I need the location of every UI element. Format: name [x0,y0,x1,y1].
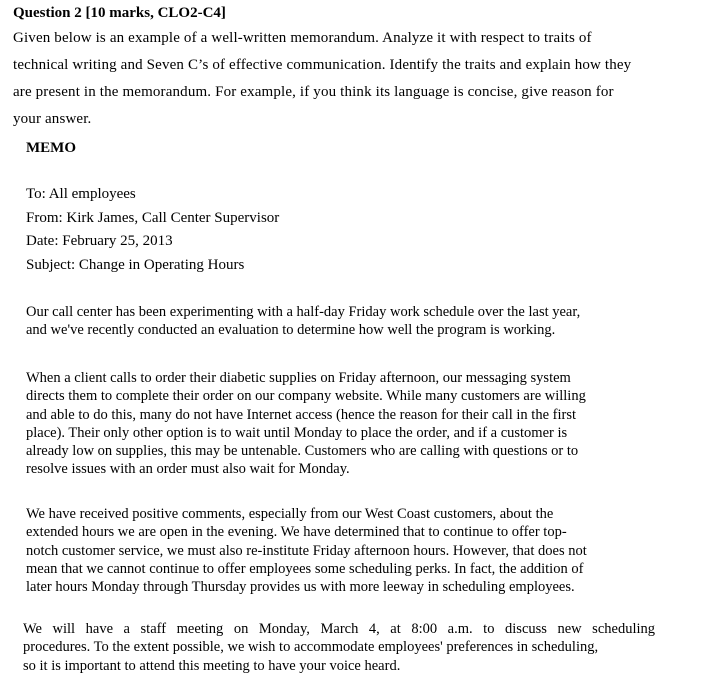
memo-paragraph-line: extended hours we are open in the evening. We have determined that to continue to offer top- [26,524,567,541]
memo-to: To: All employees [26,186,136,202]
question-intro-line-2: technical writing and Seven C’s of effective communication. Identify the traits and explain how they [13,57,632,73]
memo-paragraph-3 [26,505,646,596]
memo-paragraph-line: place). Their only other option is to wait until Monday to place the order, and if a customer is [26,424,568,441]
memo-from: From: Kirk James, Call Center Supervisor [26,210,280,226]
question-intro-line-4: your answer. [13,111,92,127]
memo-paragraph-line: We have received positive comments, especially from our West Coast customers, about the [26,506,554,522]
memo-subject: Subject: Change in Operating Hours [26,257,245,273]
question-intro-line-3: are present in the memorandum. For example, if you think its language is concise, give reason for [13,84,614,100]
memo-paragraph-1 [26,303,638,340]
memo-paragraph-line: and we've recently conducted an evaluation to determine how well the program is working. [26,322,556,339]
question-intro-line-1: Given below is an example of a well-written memorandum. Analyze it with respect to traits of [13,30,592,46]
memo-paragraph-line: directs them to complete their order on our company website. While many customers are willing [26,388,586,405]
memo-date: Date: February 25, 2013 [26,233,173,249]
memo-paragraph-line: We will have a staff meeting on Monday, March 4, at 8:00 a.m. to discuss new scheduling [23,621,655,637]
memo-paragraph-line: When a client calls to order their diabetic supplies on Friday afternoon, our messaging system [26,370,571,386]
memo-heading: MEMO [26,140,76,156]
memo-paragraph-line: later hours Monday through Thursday provides us with more leeway in scheduling employees. [26,579,575,596]
memo-paragraph-line: resolve issues with an order must also wait for Monday. [26,461,350,478]
memo-paragraph-line: already low on supplies, this may be untenable. Customers who are calling with questions or to [26,443,579,460]
memo-paragraph-2 [26,369,636,479]
memo-paragraph-line: and able to do this, many do not have Internet access (hence the reason for their call in the first [26,406,576,423]
memo-paragraph-line: notch customer service, we must also re-institute Friday afternoon hours. However, that does not [26,542,587,559]
question-title: Question 2 [10 marks, CLO2-C4] [13,5,226,21]
memo-paragraph-line: so it is important to attend this meeting to have your voice heard. [23,657,401,674]
memo-paragraph-line: Our call center has been experimenting with a half-day Friday work schedule over the last year, [26,304,581,320]
memo-paragraph-line: procedures. To the extent possible, we wish to accommodate employees' preferences in scheduling, [23,639,599,656]
memo-paragraph-line: mean that we cannot continue to offer employees some scheduling perks. In fact, the addition of [26,560,584,577]
memo-paragraph-4 [23,620,655,675]
